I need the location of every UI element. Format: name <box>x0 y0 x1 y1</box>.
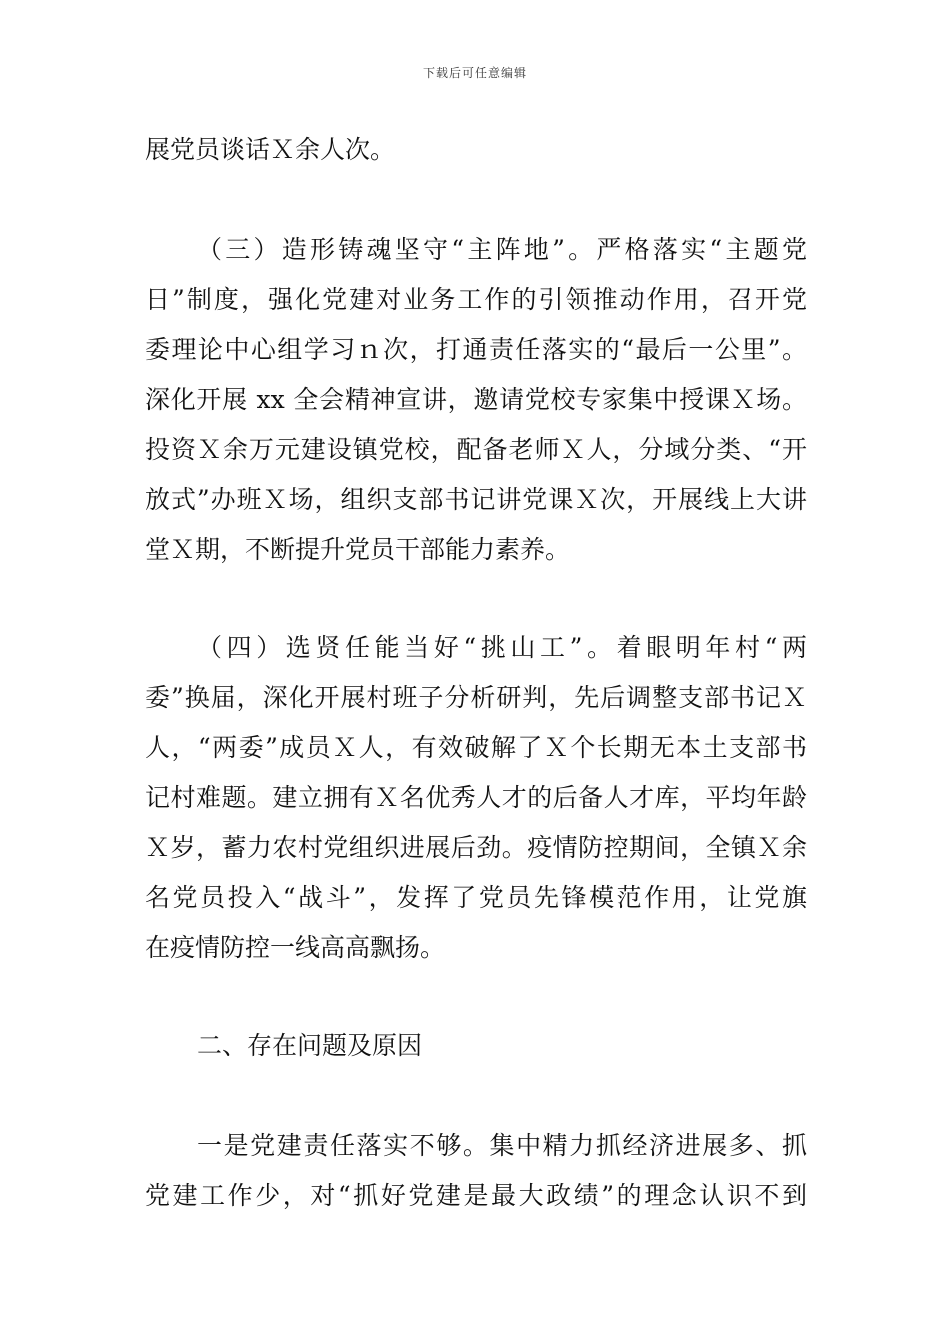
text-line: 投资Ｘ余万元建设镇党校，配备老师Ｘ人，分域分类、“开 <box>145 435 807 464</box>
section-four-heading-line: （四）选贤任能当好“挑山工”。着眼明年村“两 <box>197 633 807 662</box>
text-line: 一是党建责任落实不够。集中精力抓经济进展多、抓 <box>197 1131 807 1160</box>
section-three-heading-line: （三）造形铸魂坚守“主阵地”。严格落实“主题党 <box>197 235 807 264</box>
section-two-heading: 二、存在问题及原因 <box>197 1031 423 1060</box>
text-line: 堂Ｘ期，不断提升党员干部能力素养。 <box>145 535 571 564</box>
text-line: 放式”办班Ｘ场，组织支部书记讲党课Ｘ次，开展线上大讲 <box>145 485 807 514</box>
text-line: 深化开展 xx 全会精神宣讲，邀请党校专家集中授课Ｘ场。 <box>145 385 807 414</box>
text-line: 委理论中心组学习ｎ次，打通责任落实的“最后一公里”。 <box>145 335 807 364</box>
text-line: 人，“两委”成员Ｘ人，有效破解了Ｘ个长期无本土支部书 <box>145 733 807 762</box>
text-line: 在疫情防控一线高高飘扬。 <box>145 933 446 962</box>
text-line: 展党员谈话Ｘ余人次。 <box>145 135 396 164</box>
text-line: 日”制度，强化党建对业务工作的引领推动作用，召开党 <box>145 285 807 314</box>
text-line: 党建工作少，对“抓好党建是最大政绩”的理念认识不到 <box>145 1181 807 1210</box>
text-line: 委”换届，深化开展村班子分析研判，先后调整支部书记Ｘ <box>145 683 807 712</box>
text-line: 名党员投入“战斗”，发挥了党员先锋模范作用，让党旗 <box>145 883 807 912</box>
page-header-note: 下载后可任意编辑 <box>422 66 527 80</box>
text-line: 记村难题。建立拥有Ｘ名优秀人才的后备人才库，平均年龄 <box>145 783 807 812</box>
text-line: Ｘ岁，蓄力农村党组织进展后劲。疫情防控期间，全镇Ｘ余 <box>145 833 807 862</box>
